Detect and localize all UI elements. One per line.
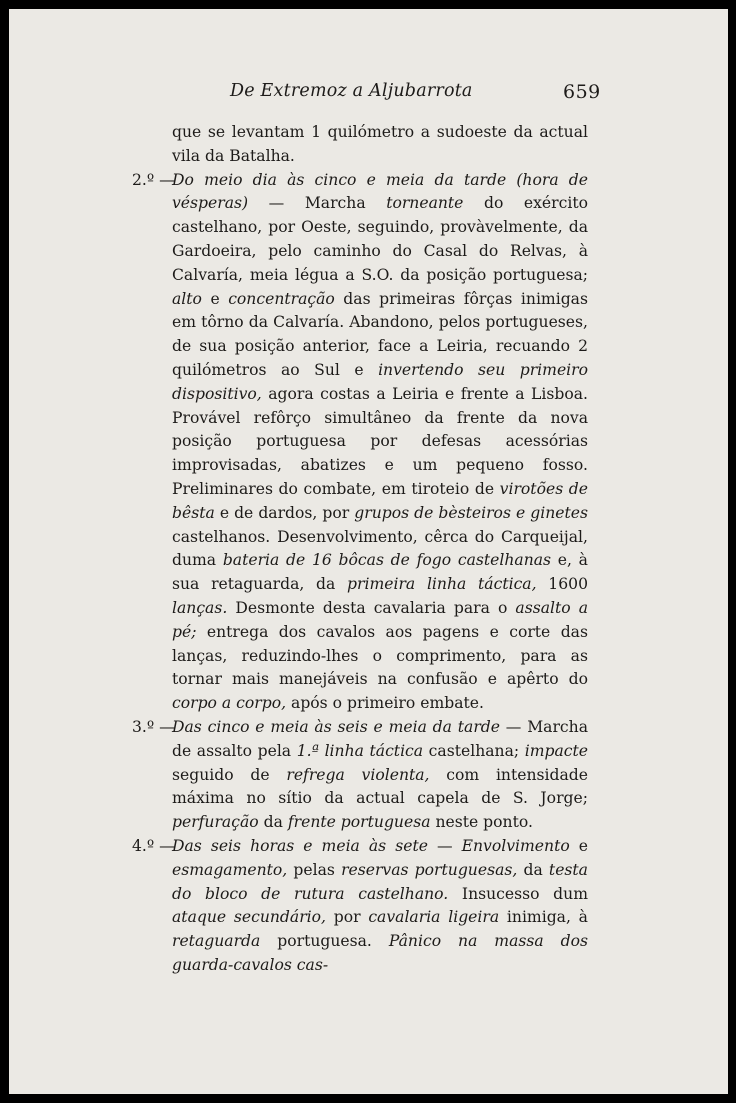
italic-text-segment: grupos de bèsteiros e ginetes — [354, 503, 588, 522]
body-text — [132, 121, 588, 978]
text-segment: 1600 — [536, 575, 588, 594]
book-page — [9, 9, 728, 1094]
text-segment: que se levantam 1 quilómetro a sudoeste da actual vila da Batalha. — [172, 123, 588, 165]
paragraph-number: 2.º — — [132, 170, 175, 189]
italic-text-segment: concentração — [228, 289, 335, 308]
italic-text-segment: 1.ª linha táctica — [296, 741, 424, 760]
text-segment: e — [201, 289, 229, 308]
text-segment: — Marcha de assalto pela — [172, 717, 588, 760]
continued-paragraph — [164, 121, 588, 169]
numbered-paragraph — [132, 835, 588, 978]
text-segment: — — [427, 836, 462, 855]
paragraph-number: 4.º — — [132, 836, 175, 855]
text-segment: seguido de — [172, 765, 287, 784]
italic-text-segment: bateria de 16 bôcas de fogo castelhanas — [222, 551, 552, 570]
italic-text-segment: impacte — [524, 741, 588, 760]
text-segment: por — [325, 908, 369, 927]
text-segment: e de dardos, por — [214, 503, 355, 522]
italic-text-segment: torneante — [386, 194, 464, 213]
italic-text-segment: invertendo seu primeiro dispositivo, — [172, 360, 588, 403]
text-segment: da — [258, 813, 288, 832]
italic-text-segment: esmagamento, — [172, 860, 288, 879]
text-segment: agora costas a Leiria e frente a Lisboa. Provável refôrço simultâneo da frente da nova posição portuguesa por defesas acessórias improvisadas, abatizes e um pequeno fosso. Preliminares do combate, em tiroteio de — [172, 384, 588, 498]
running-title: De Extremoz a Aljubarrota — [230, 81, 473, 101]
numbered-paragraph — [132, 169, 588, 716]
italic-text-segment: lanças. — [172, 598, 228, 617]
text-segment: inimiga, à — [499, 908, 588, 927]
italic-text-segment: ataque secundário, — [172, 908, 326, 927]
italic-text-segment: primeira linha táctica, — [347, 575, 537, 594]
text-segment: e — [569, 836, 588, 855]
text-segment: neste ponto. — [430, 813, 533, 832]
italic-text-segment: retaguarda — [172, 932, 261, 951]
text-segment: do exército castelhano, por Oeste, seguindo, provàvelmente, da Gardoeira, pelo caminho do Casal do Relvas, à Calvaría, meia légua a S.O. da posição portuguesa; — [172, 194, 588, 284]
italic-text-segment: Envolvimento — [461, 836, 570, 855]
italic-text-segment: virotões de bêsta — [172, 479, 588, 522]
text-segment: após o primeiro embate. — [286, 694, 484, 713]
page-number: 659 — [563, 81, 601, 103]
italic-text-segment: Das cinco e meia às seis e meia da tarde — [172, 717, 500, 736]
text-segment: com intensidade máxima no sítio da actual capela de S. Jorge; — [172, 765, 588, 808]
text-segment: entrega dos cavalos aos pagens e corte das lanças, reduzindo-lhes o comprimento, para as tornar mais manejáveis na confusão e apêrto do — [172, 622, 588, 689]
text-segment: da — [517, 860, 549, 879]
italic-text-segment: Do meio dia às cinco e meia da tarde (hora de vésperas) — [172, 170, 588, 213]
italic-text-segment: assalto a pé; — [172, 598, 588, 641]
text-segment: castelhana; — [423, 741, 525, 760]
text-segment: portuguesa. — [260, 932, 389, 951]
italic-text-segment: Pânico na massa dos guarda-cavalos cas- — [172, 932, 588, 974]
text-segment: — Marcha — [248, 194, 387, 213]
italic-text-segment: reservas portuguesas, — [341, 860, 518, 879]
text-segment: castelhanos. Desenvolvimento, cêrca do Carqueijal, duma — [172, 527, 588, 570]
text-segment: e, à sua retaguarda, da — [172, 551, 588, 594]
italic-text-segment: perfuração — [172, 813, 259, 832]
italic-text-segment: Das seis horas e meia às sete — [172, 836, 428, 855]
italic-text-segment: frente portuguesa — [287, 813, 431, 832]
paragraph-number: 3.º — — [132, 717, 175, 736]
text-segment: Desmonte desta cavalaria para o — [227, 598, 516, 617]
text-segment: das primeiras fôrças inimigas em tôrno da Calvaría. Abandono, pelos portugueses, de sua posição anterior, face a Leiria, recuando 2 quilómetros ao Sul e — [172, 289, 588, 379]
numbered-paragraph — [132, 716, 588, 835]
italic-text-segment: testa do bloco de rutura castelhano. — [172, 860, 588, 903]
page-header — [9, 81, 728, 111]
italic-text-segment: corpo a corpo, — [172, 694, 287, 713]
text-segment: Insucesso dum — [448, 884, 588, 903]
italic-text-segment: alto — [172, 289, 202, 308]
italic-text-segment: cavalaria ligeira — [368, 908, 500, 927]
text-segment: pelas — [287, 860, 342, 879]
italic-text-segment: refrega violenta, — [286, 765, 430, 784]
